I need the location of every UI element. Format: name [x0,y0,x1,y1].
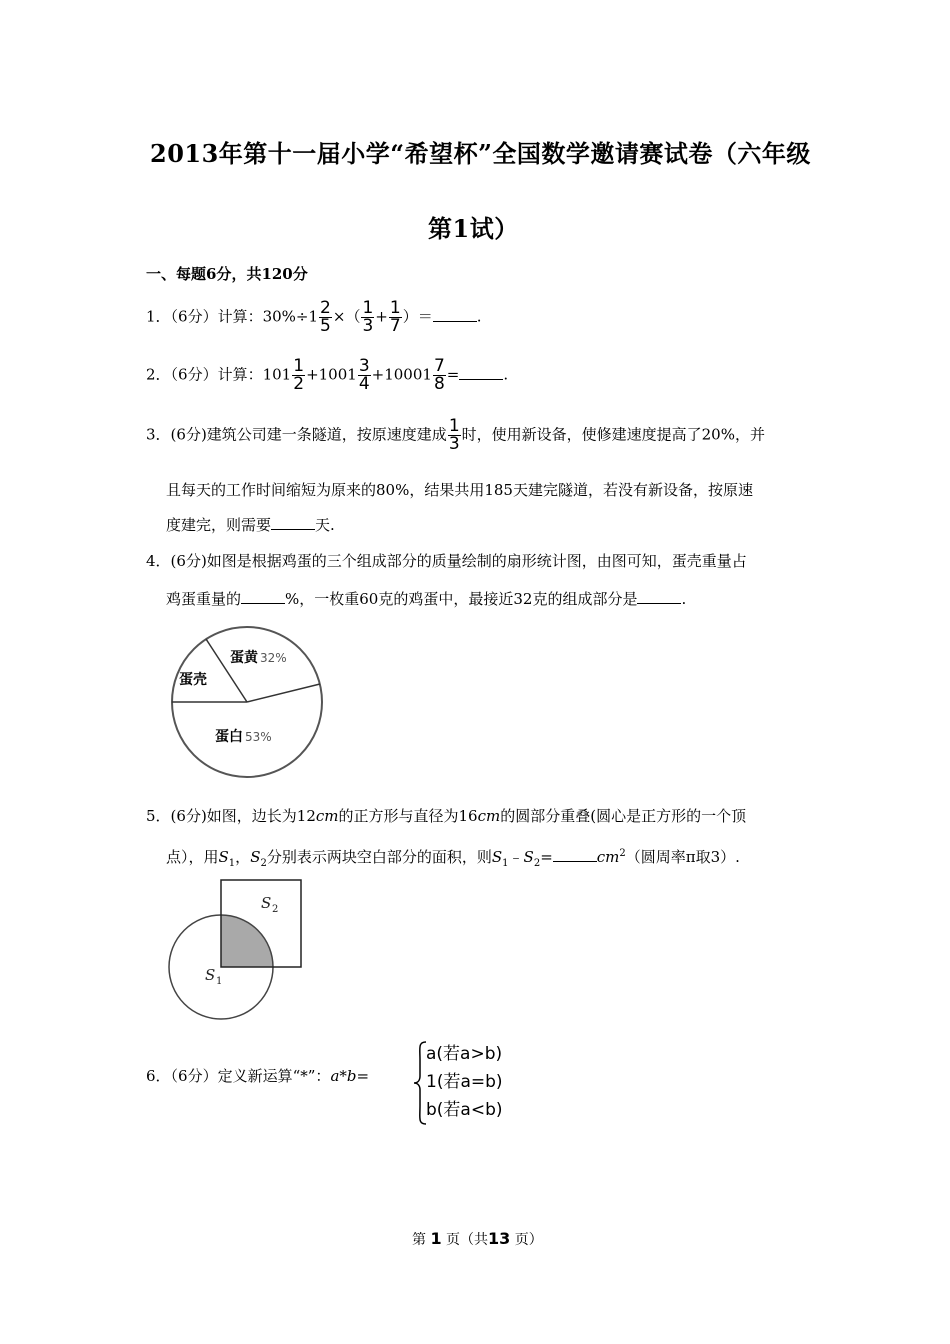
square-circle-figure [165,878,305,1020]
case-greater: a(若a>b) [426,1044,503,1064]
fraction: $\frac{1}{2}$ [293,356,305,394]
question-4-line2: 鸡蛋重量的 %，一枚重60克的鸡蛋中，最接近32克的组成部分是 . [166,590,687,608]
fraction: $\frac{1}{3}$ [448,416,460,454]
label-s1: S [205,966,216,984]
page-footer: 第 1 页（共13 页） [412,1229,543,1248]
label-s2-sub: 2 [272,904,279,915]
answer-blank [459,365,503,380]
fraction: $\frac{1}{7}$ [389,298,401,336]
question-2: 2．（6分）计算：101 $\frac{1}{2}$ +1001 $\frac{3}{4}$ +10001 $\frac{7}{8}$ = . [146,356,509,394]
page-title-line2: 第1试） [428,214,519,243]
egg-pie-chart [165,624,329,780]
fraction: $\frac{7}{8}$ [433,356,445,394]
question-3-line1: 3．(6分)建筑公司建一条隧道，按原速度建成 $\frac{1}{3}$ 时，使用新设备，使修建速度提高了20%，并 [146,416,765,454]
question-6: 6．（6分）定义新运算“*”：a*b= [146,1067,370,1085]
pie-label-shell: 蛋壳 [179,672,207,688]
page-title-line1: 2013年第十一届小学“希望杯”全国数学邀请赛试卷（六年级 [150,139,811,168]
answer-blank [637,589,681,604]
question-5-line1: 5．(6分)如图，边长为12cm的正方形与直径为16cm的圆部分重叠(圆心是正方形的一个顶 [146,807,747,825]
label-s1-sub: 1 [216,976,223,987]
total-pages: 13 [488,1229,511,1248]
case-less: b(若a<b) [426,1100,503,1120]
answer-blank [433,307,477,322]
answer-blank [241,589,285,604]
fraction: $\frac{3}{4}$ [358,356,370,394]
current-page: 1 [430,1229,442,1248]
question-3-line3: 度建完，则需要 天. [166,516,335,534]
fraction: $\frac{1}{3}$ [362,298,374,336]
fraction: $\frac{2}{5}$ [320,298,331,336]
answer-blank [553,847,597,862]
question-3-line2: 且每天的工作时间缩短为原来的80%，结果共用185天建完隧道，若没有新设备，按原速 [166,481,753,499]
label-s2: S [261,894,272,912]
question-4-line1: 4．(6分)如图是根据鸡蛋的三个组成部分的质量绘制的扇形统计图，由图可知，蛋壳重量占 [146,552,747,570]
section-heading: 一、每题6分，共120分 [146,265,308,283]
pie-value-yolk: 32% [260,651,287,665]
case-equal: 1(若a=b) [426,1072,503,1092]
pie-label-yolk: 蛋黄 [230,650,258,666]
pie-label-white: 蛋白 [215,729,243,745]
pie-value-white: 53% [245,730,272,744]
answer-blank [271,515,315,530]
question-1: 1．（6分）计算：30%÷1 $\frac{2}{5}$ ×（ $\frac{1}{3}$ + $\frac{1}{7}$ ）＝ . [146,298,482,336]
question-5-line2: 点），用$S_1$，$S_2$分别表示两块空白部分的面积，则$S_1﹣S_2= cm^2$（圆周率π取3）. [166,848,740,869]
